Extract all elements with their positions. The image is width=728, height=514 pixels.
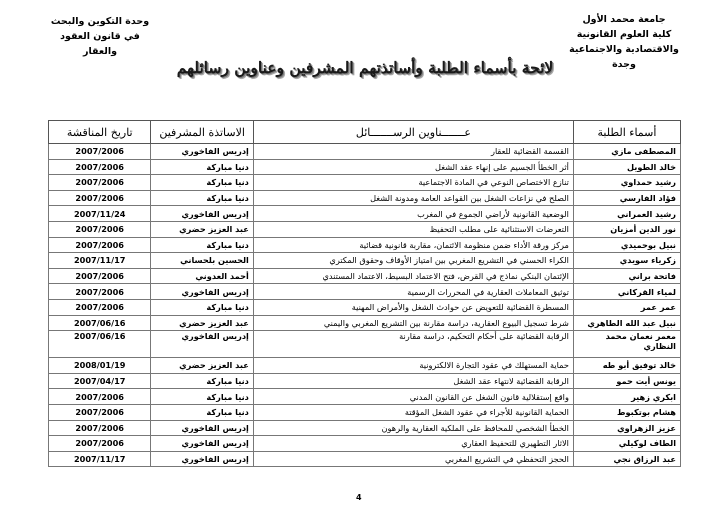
city-name: وجدة (612, 59, 636, 70)
supervisor-name: عبد العزيز حضري (151, 221, 253, 237)
supervisor-name: إدريس الفاخوري (151, 420, 253, 436)
thesis-title: حماية المستهلك في عقود التجارة الالكترونية (253, 358, 573, 374)
student-name: الطاف لوكيلي (573, 436, 680, 452)
student-name: معمر نعمان محمد النظاري (573, 331, 680, 358)
thesis-title: الصلح في نزاعات الشغل بين القواعد العامة ومدونة الشغل (253, 190, 573, 206)
header-topic: عـــــــناوين الرســـــــائل (253, 121, 573, 144)
defense-date: 2007/2006 (49, 159, 151, 175)
thesis-title: الإئتمان البنكي نماذج في القرض، فتح الاعتماد البسيط، الاعتماد المستندي (253, 268, 573, 284)
defense-date: 2007/2006 (49, 237, 151, 253)
thesis-title: تنازع الاختصاص النوعي في المادة الاجتماعية (253, 175, 573, 191)
student-name: عبد الرزاق نجي (573, 451, 680, 467)
supervisor-name: دنيا مباركة (151, 404, 253, 420)
faculty-name-line1: كلية العلوم القانونية (576, 29, 672, 40)
student-name: فاتحة براني (573, 268, 680, 284)
student-name: نور الدين أمزيان (573, 221, 680, 237)
student-name: خالد توفيق أبو طه (573, 358, 680, 374)
student-name: فؤاد الفارسي (573, 190, 680, 206)
table-row (49, 190, 681, 206)
supervisor-name: دنيا مباركة (151, 389, 253, 405)
defense-date: 2007/2006 (49, 404, 151, 420)
thesis-title: الكراء الحسني في التشريع المغربي بين امتياز الأوقاف وحقوق المكتري (253, 253, 573, 269)
supervisor-name: إدريس الفاخوري (151, 436, 253, 452)
defense-date: 2007/11/17 (49, 253, 151, 269)
defense-date: 2007/2006 (49, 299, 151, 315)
table-row (49, 284, 681, 300)
table-row (49, 404, 681, 420)
student-name: نبيل بوحميدي (573, 237, 680, 253)
thesis-title: الرقابة القضائية على أحكام التحكيم، دراسة مقارنة (253, 331, 573, 358)
table-row (49, 159, 681, 175)
table-row (49, 315, 681, 331)
defense-date: 2007/06/16 (49, 331, 151, 358)
defense-date: 2007/2006 (49, 436, 151, 452)
student-name: خالد الطويل (573, 159, 680, 175)
supervisor-name: دنيا مباركة (151, 373, 253, 389)
supervisor-name: إدريس الفاخوري (151, 451, 253, 467)
unit-header (40, 14, 160, 59)
thesis-title: القسمة القضائية للعقار (253, 144, 573, 160)
thesis-title: واقع إستقلالية قانون الشغل عن القانون المدني (253, 389, 573, 405)
thesis-title: الخطأ الشخصي للمحافظ على الملكية العقارية والرهون (253, 420, 573, 436)
table-row (49, 268, 681, 284)
table-header-row (49, 121, 681, 144)
thesis-title: الوضعية القانونية لأراضي الجموع في المغرب (253, 206, 573, 222)
table-body (49, 144, 681, 467)
supervisor-name: عبد العزيز حضري (151, 315, 253, 331)
supervisor-name: إدريس الفاخوري (151, 144, 253, 160)
student-name: عزيز الزهراوي (573, 420, 680, 436)
thesis-title: شرط تسجيل البيوع العقارية، دراسة مقارنة بين التشريع المغربي واليمني (253, 315, 573, 331)
table-row (49, 436, 681, 452)
table-row (49, 221, 681, 237)
table-row (49, 451, 681, 467)
defense-date: 2007/2006 (49, 221, 151, 237)
student-name: يونس أيت حمو (573, 373, 680, 389)
thesis-title: الحجز التحفظي في التشريع المغربي (253, 451, 573, 467)
table-row (49, 237, 681, 253)
thesis-title: الرقابة القضائية لانتهاء عقد الشغل (253, 373, 573, 389)
table-row (49, 206, 681, 222)
student-name: نبيل عبد الله الطاهري (573, 315, 680, 331)
header-supervisor: الاساتذة المشرفين (151, 121, 253, 144)
table-row (49, 389, 681, 405)
faculty-name-line2: والاقتصادية والاجتماعية (569, 44, 679, 55)
supervisor-name: دنيا مباركة (151, 237, 253, 253)
defense-date: 2007/2006 (49, 144, 151, 160)
defense-date: 2007/2006 (49, 389, 151, 405)
thesis-title: الحماية القانونية للأجراء في عقود الشغل المؤقتة (253, 404, 573, 420)
student-name: زكرياء سويدي (573, 253, 680, 269)
page-number: 4 (356, 493, 362, 502)
unit-name-line3: والعقار (83, 46, 117, 57)
table-row (49, 144, 681, 160)
table-row (49, 420, 681, 436)
supervisor-name: الحسين بلحساني (151, 253, 253, 269)
student-name: لمياء القركاني (573, 284, 680, 300)
student-name: المصطفى مازي (573, 144, 680, 160)
defense-date: 2007/2006 (49, 268, 151, 284)
thesis-title: أثر الخطأ الجسيم على إنهاء عقد الشغل (253, 159, 573, 175)
student-name: ابكري زهير (573, 389, 680, 405)
defense-date: 2007/2006 (49, 420, 151, 436)
university-name: جامعة محمد الأول (582, 14, 666, 25)
table-row (49, 358, 681, 374)
supervisor-name: دنيا مباركة (151, 190, 253, 206)
supervisor-name: دنيا مباركة (151, 299, 253, 315)
table-row (49, 253, 681, 269)
theses-table (48, 120, 681, 467)
defense-date: 2007/06/16 (49, 315, 151, 331)
defense-date: 2007/2006 (49, 175, 151, 191)
defense-date: 2007/11/17 (49, 451, 151, 467)
header-date: تاريخ المناقشة (49, 121, 151, 144)
defense-date: 2007/04/17 (49, 373, 151, 389)
thesis-title: المسطرة القضائية للتعويض عن حوادث الشغل والأمراض المهنية (253, 299, 573, 315)
student-name: عمر عمر (573, 299, 680, 315)
supervisor-name: عبد العزيز حضري (151, 358, 253, 374)
table-row (49, 331, 681, 358)
thesis-title: التعرضات الاستثنائية على مطلب التحفيظ (253, 221, 573, 237)
table-row (49, 175, 681, 191)
table-row (49, 373, 681, 389)
thesis-title: الاثار التطهيري للتحفيظ العقاري (253, 436, 573, 452)
supervisor-name: دنيا مباركة (151, 159, 253, 175)
student-name: هشام بوتكبوط (573, 404, 680, 420)
defense-date: 2007/11/24 (49, 206, 151, 222)
thesis-title: مركز ورقة الأداء ضمن منظومة الائتمان، مقاربة قانونية قضائية (253, 237, 573, 253)
defense-date: 2008/01/19 (49, 358, 151, 374)
institution-header (564, 12, 684, 72)
student-name: رشيد العمراني (573, 206, 680, 222)
defense-date: 2007/2006 (49, 190, 151, 206)
unit-name-line1: وحدة التكوين والبحث (50, 16, 150, 27)
header-student: أسماء الطلبة (573, 121, 680, 144)
table-row (49, 299, 681, 315)
page-title: لائحة بأسماء الطلبة وأساتذتهم المشرفين وعناوين رسائلهم (176, 58, 554, 77)
supervisor-name: إدريس الفاخوري (151, 206, 253, 222)
student-name: رشيد حمداوي (573, 175, 680, 191)
supervisor-name: إدريس الفاخوري (151, 331, 253, 358)
supervisor-name: إدريس الفاخوري (151, 284, 253, 300)
supervisor-name: أحمد العدوني (151, 268, 253, 284)
defense-date: 2007/2006 (49, 284, 151, 300)
supervisor-name: دنيا مباركة (151, 175, 253, 191)
unit-name-line2: في قانون العقود (60, 31, 140, 42)
thesis-title: توثيق المعاملات العقارية في المحررات الرسمية (253, 284, 573, 300)
